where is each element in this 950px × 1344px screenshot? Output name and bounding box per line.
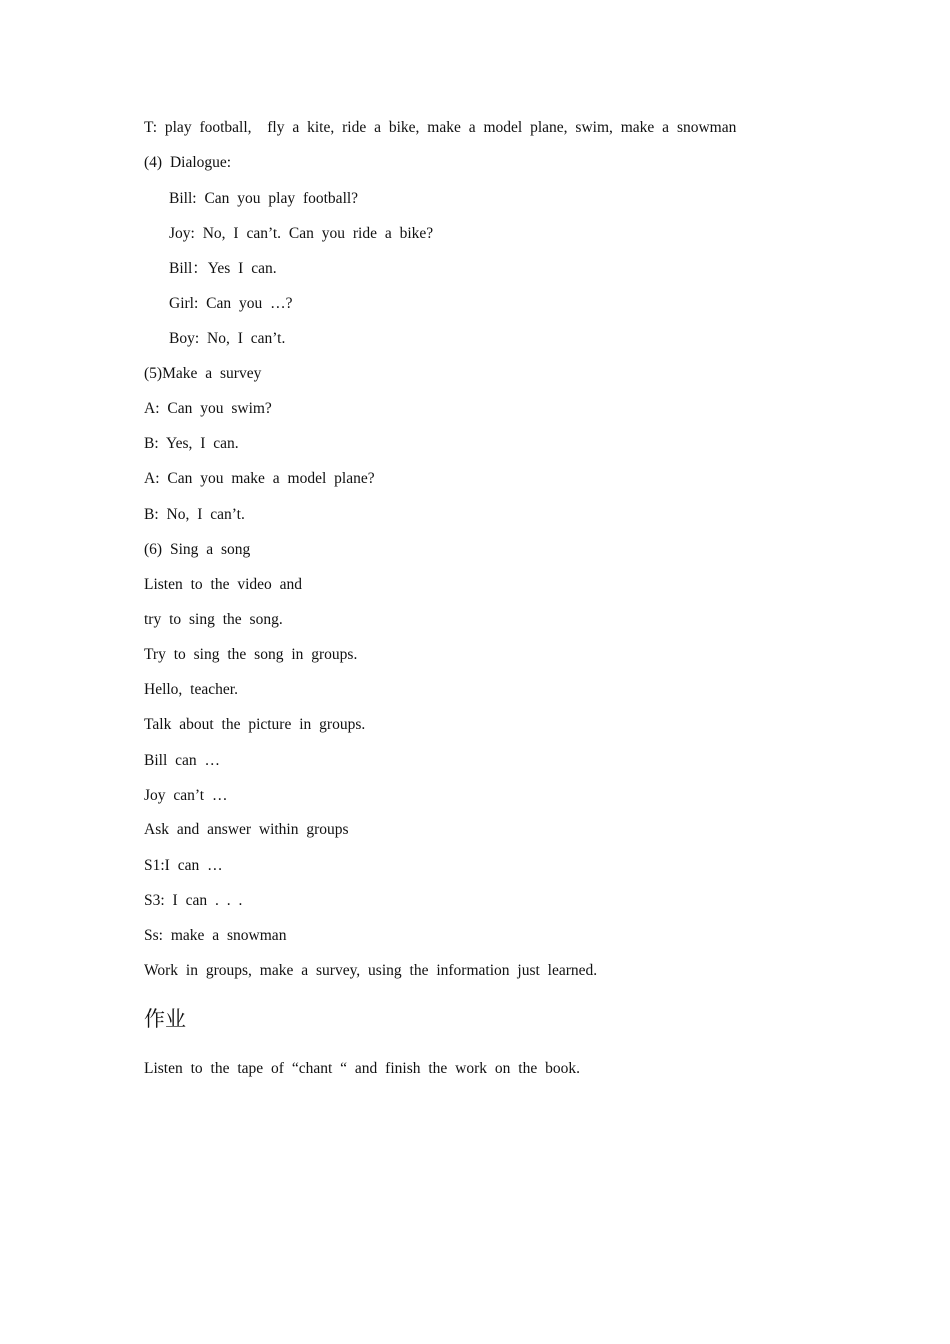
dialogue-line: Girl: Can you …? [169,295,293,312]
text-line: S3: I can . . . [144,892,243,909]
survey-line: B: Yes, I can. [144,435,239,452]
survey-line: A: Can you swim? [144,400,272,417]
text-line: Try to sing the song in groups. [144,646,358,663]
section-survey-title: (5)Make a survey [144,365,262,382]
text-line: Ss: make a snowman [144,927,287,944]
text-line: Work in groups, make a survey, using the information just learned. [144,962,598,979]
text-line: Joy can’t … [144,787,228,804]
text-line: try to sing the song. [144,611,283,628]
homework-text: Listen to the tape of “chant “ and finish the work on the book. [144,1060,580,1077]
dialogue-line: Bill: Can you play football? [169,190,359,207]
dialogue-line: Joy: No, I can’t. Can you ride a bike? [169,225,434,242]
text-line: S1:I can … [144,857,223,874]
section-dialogue-title: (4) Dialogue: [144,154,232,171]
text-line: Hello, teacher. [144,681,238,698]
text-line: Bill can … [144,752,221,769]
survey-line: A: Can you make a model plane? [144,470,375,487]
text-line: Listen to the video and [144,576,303,593]
homework-heading: 作业 [144,1007,186,1031]
text-line-vocabulary: T: play football, fly a kite, ride a bike, make a model plane, swim, make a snowman [144,119,737,136]
dialogue-line: Bill：Yes I can. [169,260,277,277]
text-line: Ask and answer within groups [144,821,349,838]
section-song-title: (6) Sing a song [144,541,251,558]
dialogue-line: Boy: No, I can’t. [169,330,286,347]
survey-line: B: No, I can’t. [144,506,245,523]
text-line: Talk about the picture in groups. [144,716,366,733]
